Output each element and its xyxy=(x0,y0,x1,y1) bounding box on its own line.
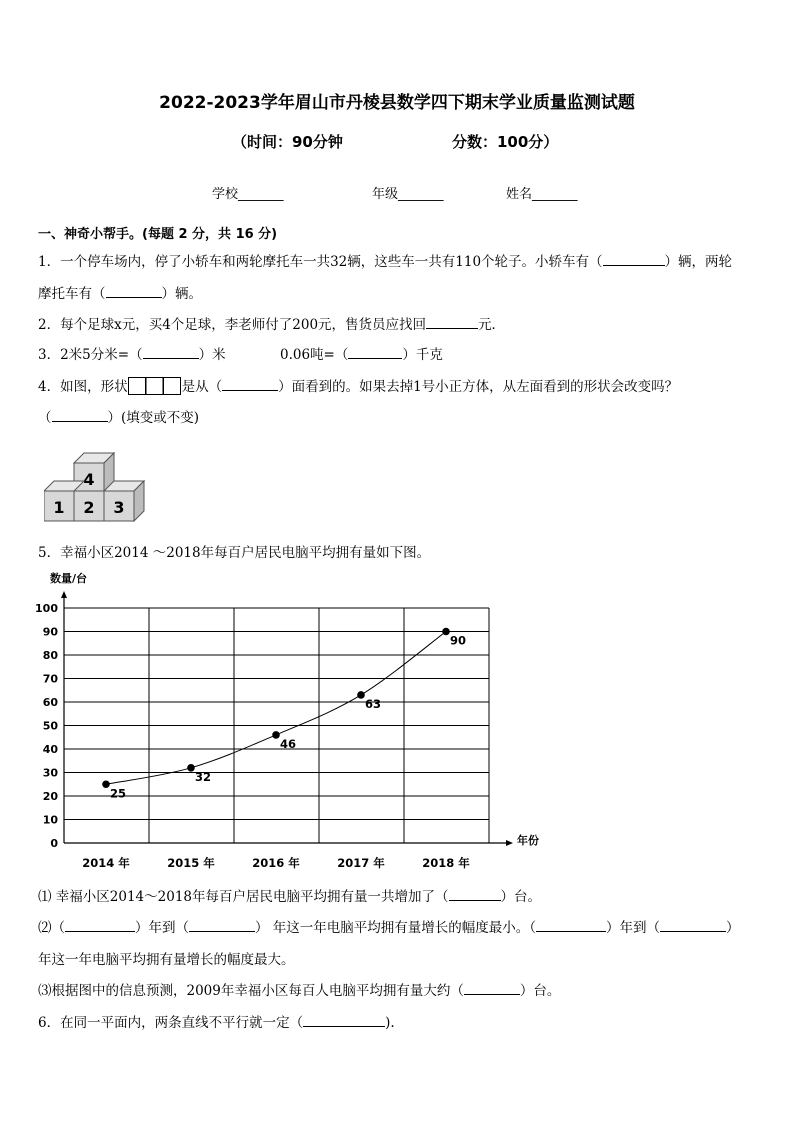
data-points xyxy=(102,628,466,801)
data-point xyxy=(442,628,450,636)
q5-p1-text-a: ⑴ 幸福小区2014～2018年每百户居民电脑平均拥有量一共增加了（ xyxy=(38,889,449,905)
cube-label-2: 2 xyxy=(83,498,95,517)
q1-text-a: 1．一个停车场内，停了小轿车和两轮摩托车一共32辆，这些车一共有110个轮子。小轿车有（ xyxy=(38,254,603,270)
answer-blank xyxy=(143,345,199,359)
x-tick-label: 2014 年 xyxy=(82,856,130,870)
q3-text-d: ）千克 xyxy=(402,347,443,363)
answer-blank xyxy=(348,345,402,359)
time-limit: （时间：90分钟 xyxy=(232,133,343,151)
question-3 xyxy=(38,343,226,363)
answer-blank xyxy=(660,918,726,932)
data-point xyxy=(187,764,195,772)
y-tick-label: 90 xyxy=(42,625,58,639)
q5-p2-text-b: ）年到（ xyxy=(135,920,189,936)
q6-text-b: ). xyxy=(385,1015,395,1031)
q6-text-a: 6．在同一平面内，两条直线不平行就一定（ xyxy=(38,1015,304,1031)
answer-blank xyxy=(222,377,278,391)
data-point xyxy=(357,691,365,699)
y-tick-label: 100 xyxy=(35,602,58,615)
y-tick-label: 30 xyxy=(42,766,58,780)
question-1-line-2 xyxy=(38,282,202,302)
cube-label-3: 3 xyxy=(113,498,125,517)
cube-figure xyxy=(44,447,150,523)
q1-text-d: ）辆。 xyxy=(161,286,202,302)
grade-field: 年级_______ xyxy=(372,187,444,202)
section-heading: 一、神奇小帮手。(每题 2 分，共 16 分) xyxy=(38,227,278,242)
y-tick-label: 20 xyxy=(42,790,58,803)
question-6 xyxy=(38,1011,395,1031)
q5-p3-text-a: ⑶根据图中的信息预测，2009年幸福小区每百人电脑平均拥有量大约（ xyxy=(38,983,464,999)
question-5-part-1 xyxy=(38,885,541,905)
q5-p2-text-a: ⑵（ xyxy=(38,920,65,936)
school-field: 学校_______ xyxy=(212,187,284,202)
y-axis-label: 数量/台 xyxy=(50,572,88,585)
cube-3 xyxy=(104,481,144,521)
answer-blank xyxy=(303,1013,385,1027)
cube-label-1: 1 xyxy=(53,498,65,517)
y-tick-label: 10 xyxy=(42,813,58,827)
x-axis-arrow xyxy=(506,840,513,846)
q2-text-b: 元． xyxy=(478,317,506,333)
answer-blank xyxy=(65,918,135,932)
chart-grid xyxy=(64,608,489,843)
q4-text-d: （ xyxy=(38,410,52,426)
q3-text-b: ）米 xyxy=(198,347,226,363)
q2-text-a: 2．每个足球x元，买4个足球，李老师付了200元，售货员应找回 xyxy=(38,317,427,333)
q3-text-a: 3．2米5分米=（ xyxy=(38,347,143,363)
q4-text-e: ）(填变或不变) xyxy=(107,410,200,426)
total-score: 分数：100分） xyxy=(452,133,559,151)
answer-blank xyxy=(189,918,255,932)
q1-text-c: 摩托车有（ xyxy=(38,286,106,302)
question-5-part-2: ⑵（ ）年到（ ） 年这一年电脑平均拥有量增长的幅度最小。（ ）年到（ ） xyxy=(38,920,740,936)
q1-text-b: ）辆，两轮 xyxy=(664,254,733,270)
question-5-part-2-line-2: 年这一年电脑平均拥有量增长的幅度最大。 xyxy=(38,952,295,968)
name-field: 姓名_______ xyxy=(506,187,578,202)
data-label: 25 xyxy=(110,786,127,801)
answer-blank xyxy=(449,887,501,901)
y-tick-label: 60 xyxy=(42,696,58,709)
q5-p3-text-b: ）台。 xyxy=(519,983,561,999)
question-4-line-2 xyxy=(38,406,199,426)
q4-text-b: 是从（ xyxy=(181,379,223,395)
question-5-part-3 xyxy=(38,979,560,999)
answer-blank xyxy=(603,252,665,266)
q5-p2-text-c: ） 年这一年电脑平均拥有量增长的幅度最小。（ xyxy=(255,920,537,936)
question-3-part-2 xyxy=(280,343,443,363)
data-label: 90 xyxy=(450,633,467,648)
y-tick-label: 50 xyxy=(42,719,58,733)
data-label: 63 xyxy=(365,696,382,711)
x-tick-label: 2016 年 xyxy=(252,856,300,870)
cube-label-4: 4 xyxy=(83,470,95,489)
question-2 xyxy=(38,313,505,333)
y-tick-labels xyxy=(35,602,58,850)
answer-blank xyxy=(106,284,162,298)
q4-text-a: 4．如图，形状 xyxy=(38,379,128,395)
x-tick-label: 2017 年 xyxy=(337,856,385,870)
q3-text-c: 0.06吨=（ xyxy=(280,347,349,363)
cube-2 xyxy=(74,491,104,521)
y-tick-label: 80 xyxy=(42,649,58,662)
answer-blank xyxy=(536,918,606,932)
y-tick-label: 40 xyxy=(42,743,58,756)
y-axis-arrow xyxy=(61,591,67,598)
data-label: 46 xyxy=(280,736,297,751)
x-tick-label: 2015 年 xyxy=(167,856,215,870)
view-shape-icon xyxy=(128,377,182,399)
question-1-line-1 xyxy=(38,250,732,270)
y-tick-label: 70 xyxy=(42,672,58,686)
data-label: 32 xyxy=(195,769,212,784)
data-point xyxy=(272,731,280,739)
x-axis-label: 年份 xyxy=(517,834,539,847)
question-4-line-1 xyxy=(38,375,678,399)
y-tick-label: 0 xyxy=(50,837,58,850)
answer-blank xyxy=(426,315,478,329)
answer-blank xyxy=(464,981,520,995)
q5-p2-text-d: ）年到（ xyxy=(606,920,661,936)
series-line xyxy=(106,632,446,785)
q5-p1-text-b: ）台。 xyxy=(500,889,542,905)
x-tick-label: 2018 年 xyxy=(422,856,470,870)
q4-text-c: ）面看到的。如果去掉1号小正方体，从左面看到的形状会改变吗？ xyxy=(278,379,679,395)
page-title: 2022-2023学年眉山市丹棱县数学四下期末学业质量监测试题 xyxy=(159,93,635,113)
data-point xyxy=(102,780,110,788)
line-chart xyxy=(20,565,560,875)
question-5-intro: 5．幸福小区2014 ～2018年每百户居民电脑平均拥有量如下图。 xyxy=(38,545,431,561)
x-tick-labels xyxy=(82,856,470,870)
answer-blank xyxy=(52,408,108,422)
